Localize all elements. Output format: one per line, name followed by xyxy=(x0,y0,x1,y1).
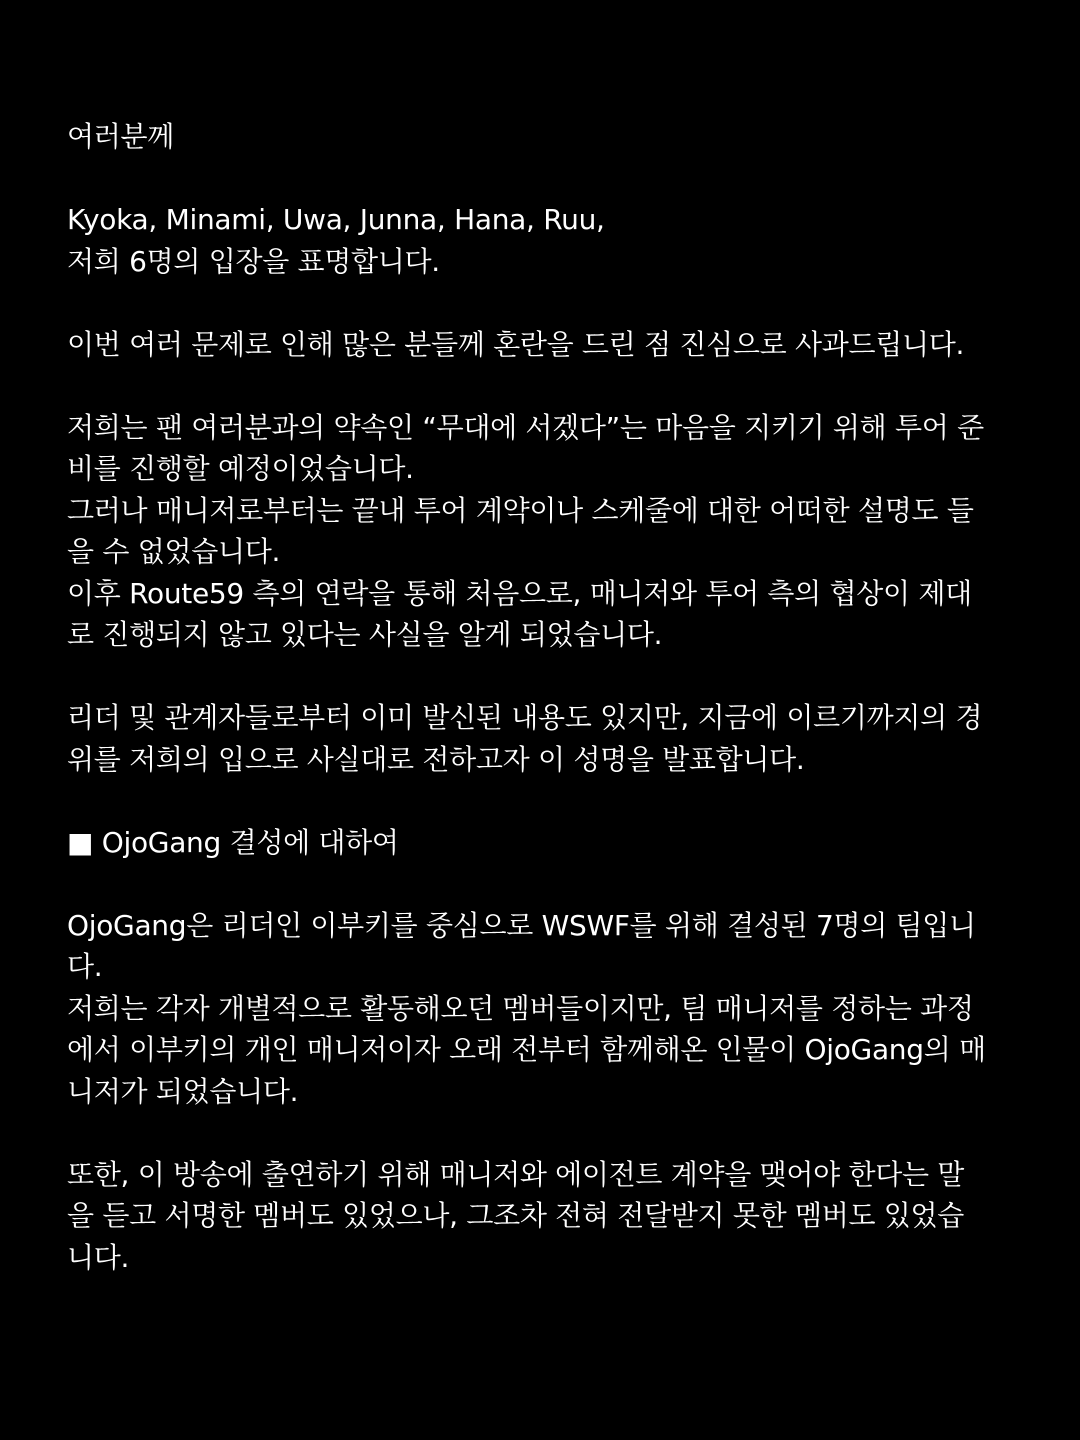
paragraph-gap xyxy=(67,282,1017,324)
paragraph-gap xyxy=(67,1112,1017,1154)
body-line: 니저가 되었습니다. xyxy=(67,1074,299,1108)
body-line: 로 진행되지 않고 있다는 사실을 알게 되었습니다. xyxy=(67,618,663,651)
body-line: 이후 Route59 측의 연락을 통해 처음으로, 매니저와 투어 측의 협상이 제대 xyxy=(67,576,972,610)
body-line: 비를 진행할 예정이었습니다. xyxy=(67,452,414,485)
apology-line: 이번 여러 문제로 인해 많은 분들께 혼란을 드린 점 진심으로 사과드립니다. xyxy=(67,327,965,361)
paragraph-gap xyxy=(67,158,1017,200)
body-line: 에서 이부키의 개인 매니저이자 오래 전부터 함께해온 인물이 OjoGang의 매 xyxy=(67,1033,986,1066)
body-line: 저희는 팬 여러분과의 약속인 “무대에 서겠다”는 마음을 지키기 위해 투어 준 xyxy=(67,410,984,444)
paragraph-gap xyxy=(67,365,1017,407)
paragraph-gap xyxy=(67,656,1017,698)
body-line: 을 수 없었습니다. xyxy=(67,535,281,568)
body-line: OjoGang은 리더인 이부키를 중심으로 WSWF를 위해 결성된 7명의 팀입니 xyxy=(67,908,976,942)
body-line: 을 듣고 서명한 멤버도 있었으나, 그조차 전혀 전달받지 못한 멤버도 있었습 xyxy=(67,1199,965,1232)
body-line: 그러나 매니저로부터는 끝내 투어 계약이나 스케줄에 대한 어떠한 설명도 들 xyxy=(67,493,974,527)
paragraph-gap xyxy=(67,780,1017,822)
body-line: 저희는 각자 개별적으로 활동해오던 멤버들이지만, 팀 매니저를 정하는 과정 xyxy=(67,991,974,1025)
body-line: 리더 및 관계자들로부터 이미 발신된 내용도 있지만, 지금에 이르기까지의 경 xyxy=(67,701,983,734)
body-line: 또한, 이 방송에 출연하기 위해 매니저와 에이전트 계약을 맺어야 한다는 말 xyxy=(67,1157,965,1191)
body-line: 니다. xyxy=(67,1240,130,1274)
statement-document xyxy=(67,116,1017,1278)
body-line: 위를 저희의 입으로 사실대로 전하고자 이 성명을 발표합니다. xyxy=(67,742,805,776)
body-line: 다. xyxy=(67,950,103,983)
salutation: 여러분께 xyxy=(67,120,174,153)
statement-intro-line: 저희 6명의 입장을 표명합니다. xyxy=(67,244,440,278)
members-line: Kyoka, Minami, Uwa, Junna, Hana, Ruu, xyxy=(67,203,605,236)
section-heading: ■ OjoGang 결성에 대하여 xyxy=(67,825,399,859)
paragraph-gap xyxy=(67,863,1017,905)
